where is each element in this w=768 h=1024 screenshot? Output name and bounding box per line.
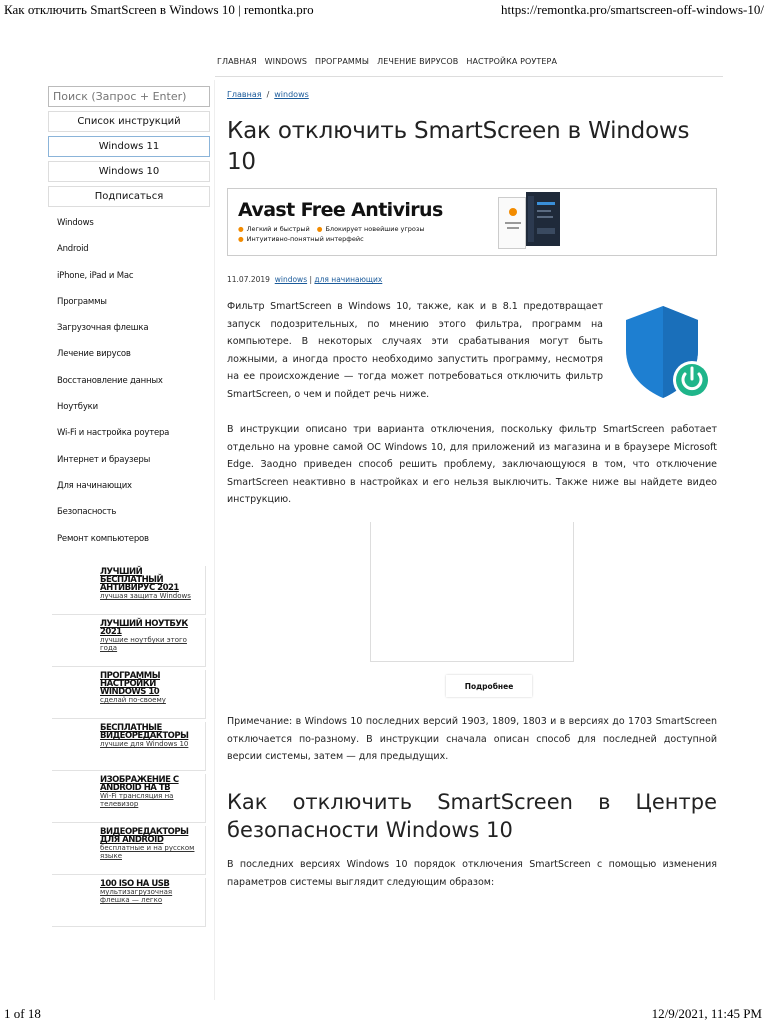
page-title: Как отключить SmartScreen в Windows 10 [227,118,690,175]
category-list [48,215,210,557]
promo-subtitle: бесплатные и на русском языке [100,844,195,860]
sidebar-item-data-recovery[interactable]: Восстановление данных [57,375,163,386]
nav-windows[interactable]: WINDOWS [264,57,308,66]
breadcrumb-home-link[interactable]: Главная [227,90,262,99]
ad-feature: Легкий и быстрый [246,225,310,233]
ad-title: Avast Free Antivirus [238,199,443,221]
product-screenshot-image [526,192,560,246]
breadcrumb [227,90,309,99]
nav-home[interactable]: ГЛАВНАЯ [217,57,257,66]
promo-best-laptop[interactable] [52,618,206,667]
promo-title: БЕСПЛАТНЫЕ ВИДЕОРЕДАКТОРЫ [100,723,189,741]
windows-11-button[interactable]: Windows 11 [48,136,210,157]
product-box-image [498,197,526,249]
promo-title: 100 ISO НА USB [100,879,170,889]
ad-feature-list [238,225,425,233]
promo-subtitle: лучшие ноутбуки этого года [100,636,187,652]
sidebar-item-beginners[interactable]: Для начинающих [57,480,132,491]
sidebar-divider [214,80,215,1000]
article-date: 11.07.2019 [227,275,270,284]
bullet-icon: ● [316,225,323,233]
promo-subtitle: Wi-Fi трансляция на телевизор [100,792,174,808]
windows-10-button[interactable]: Windows 10 [48,161,210,182]
promo-title: ЛУЧШИЙ НОУТБУК 2021 [100,619,188,637]
promo-windows-tweaks[interactable] [52,670,206,719]
sidebar-item-bootable-usb[interactable]: Загрузочная флешка [57,323,149,334]
sidebar-item-security[interactable]: Безопасность [57,507,117,518]
more-button[interactable]: Подробнее [446,675,532,697]
sidebar-item-android[interactable]: Android [57,244,89,255]
print-page-title: Как отключить SmartScreen в Windows 10 | remontka.pro [4,2,314,17]
print-datetime: 12/9/2021, 11:45 PM [651,1006,762,1021]
promo-title: ВИДЕОРЕДАКТОРЫ ДЛЯ ANDROID [100,827,189,845]
ad-banner[interactable] [227,188,717,256]
article-meta [227,275,382,284]
promo-subtitle: сделай по-своему [100,696,166,704]
tag-separator: | [309,275,313,284]
nav-divider [215,76,723,77]
promo-title: ПРОГРАММЫ НАСТРОЙКИ WINDOWS 10 [100,671,161,697]
promo-subtitle: лучшие для Windows 10 [100,740,189,748]
smartscreen-shield-icon [618,302,718,402]
sidebar-item-virus-removal[interactable]: Лечение вирусов [57,349,131,360]
section-heading: Как отключить SmartScreen в Центре безопасности Windows 10 [227,790,717,842]
promo-video-editors[interactable] [52,722,206,771]
subscribe-button[interactable]: Подписаться [48,186,210,207]
sidebar [48,86,210,557]
promo-android-video-editors[interactable] [52,826,206,875]
breadcrumb-separator: / [266,90,270,99]
avast-logo-icon [499,198,527,250]
promo-subtitle: мультизагрузочная флешка — легко [100,888,173,904]
promo-best-antivirus[interactable] [52,566,206,615]
article-paragraph: В инструкции описано три варианта отключения, поскольку фильтр SmartScreen работает отдельно на уровне самой ОС Windows 10, для приложений из магазина и в браузере Microsoft Edge. Заодно приведен способ решить проблему, заключающуюся в том, что отключение SmartScreen неактивно в настройках и его нельзя выключить. Также ниже вы найдете видео инструкцию. [227,424,717,505]
ad-feature: Блокирует новейшие угрозы [325,225,425,233]
nav-programs[interactable]: ПРОГРАММЫ [315,57,370,66]
ad-feature: Интуитивно-понятный интерфейс [246,235,364,243]
video-divider [370,661,574,662]
breadcrumb-section-link[interactable]: windows [274,90,309,99]
sidebar-item-apple[interactable]: iPhone, iPad и Mac [57,270,134,281]
tag-windows-link[interactable]: windows [274,275,308,284]
article-paragraph: Фильтр SmartScreen в Windows 10, также, как и в 8.1 предотвращает запуск подозрительных, по мнению этого фильтра, программ на компьютере. В некоторых случаях эти срабатывания могут быть ложными, а иногда просто необходимо запустить программу, несмотря на ее происхождение — тогда может потребоваться отключить фильтр SmartScreen, о чем и пойдет речь ниже. [227,301,603,400]
sidebar-item-laptops[interactable]: Ноутбуки [57,402,98,413]
tag-beginners-link[interactable]: для начинающих [314,275,383,284]
app-window-icon [526,192,560,246]
promo-iso-usb[interactable] [52,878,206,927]
video-placeholder[interactable] [370,522,574,662]
promo-title: ЛУЧШИЙ БЕСПЛАТНЫЙ АНТИВИРУС 2021 [100,567,179,593]
nav-router-setup[interactable]: НАСТРОЙКА РОУТЕРА [466,57,558,66]
print-page-url: https://remontka.pro/smartscreen-off-windows-10/ [501,2,764,17]
instructions-list-button[interactable]: Список инструкций [48,111,210,132]
bullet-icon: ● [238,225,244,233]
article-note: Примечание: в Windows 10 последних версий 1903, 1809, 1803 и в версиях до 1703 SmartScreen отключается по-разному. В инструкции сначала описан способ для последней доступной версии системы, затем — для предыдущих. [227,716,717,762]
promo-title: ИЗОБРАЖЕНИЕ С ANDROID НА ТВ [100,775,179,793]
ad-feature-list [238,235,364,243]
search-input[interactable] [48,86,210,107]
article-paragraph: В последних версиях Windows 10 порядок отключения SmartScreen с помощью изменения параметров системы выглядит следующим образом: [227,859,717,888]
nav-virus-removal[interactable]: ЛЕЧЕНИЕ ВИРУСОВ [377,57,459,66]
promo-subtitle: лучшая защита Windows [100,592,191,600]
sidebar-item-windows[interactable]: Windows [57,218,94,228]
promo-android-tv[interactable] [52,774,206,823]
sidebar-item-programs[interactable]: Программы [57,296,107,307]
sidebar-item-wifi-router[interactable]: Wi-Fi и настройка роутера [57,428,170,439]
print-page-number: 1 of 18 [4,1006,41,1021]
top-navigation [217,57,557,66]
sidebar-item-internet-browsers[interactable]: Интернет и браузеры [57,454,151,465]
bullet-icon: ● [238,235,244,243]
sidebar-item-pc-repair[interactable]: Ремонт компьютеров [57,533,149,544]
